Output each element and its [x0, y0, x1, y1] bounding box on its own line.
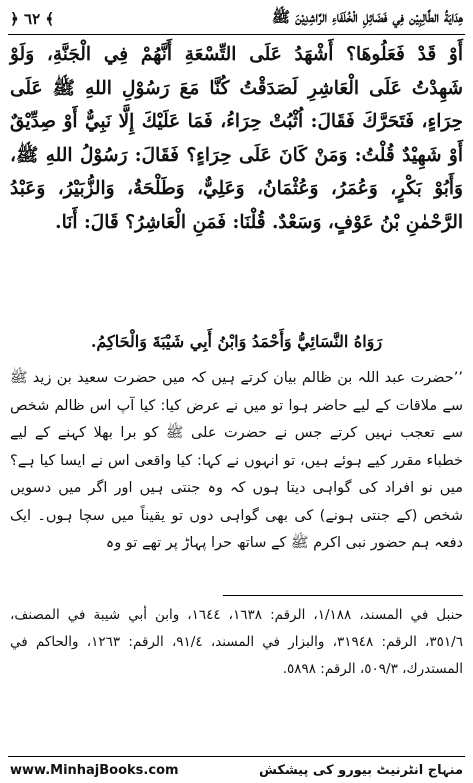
- arabic-hadith-text: [10, 38, 463, 239]
- publisher-credit: منہاج انٹرنیٹ بیورو کی پیشکش: [259, 762, 463, 778]
- footnote-text: حنبل في المسند، ١/١٨٨، الرقم: ١٦٣٨، ١٦٤٤، وابن أبي شيبة في المصنف، ٣٥١/٦، الرقم: ٣١٩٤٨، والبزار في المسند، ٩١/٤، الرقم: ١٢٦٣، والحاكم في المستدرك، ٥٠٩/٣، الرقم: ٥٨٩٨.: [10, 607, 463, 677]
- narration-source: رَوَاهُ النَّسَائِيُّ وَأَحْمَدُ وَابْنُ أَبِي شَيْبَةَ وَالْحَاكِمُ.: [90, 332, 383, 351]
- running-title: هِدَايَةُ الطَّالِبِيْن فِي فَضَائِلِ الْخُلَفَاءِ الرَّاشِدِيْنَ ﷺ: [271, 8, 463, 26]
- footnote-rule: [223, 595, 463, 596]
- page-number: ﴿ ٦٢ ﴾: [10, 10, 55, 28]
- footer-rule: [8, 756, 465, 757]
- page-footer: [10, 760, 463, 780]
- footnotes: [10, 602, 463, 683]
- arabic-paragraph: أَوْ قَدْ فَعَلُوهَا؟ أَشْهَدُ عَلَى التِّسْعَةِ أَنَّهُمْ فِي الْجَنَّةِ، وَلَوْ شَهِدْتُ عَلَى الْعَاشِرِ لَصَدَقْتُ كُنَّا مَعَ رَسُوْلِ اللهِ ﷺ عَلَى حِرَاءٍ، فَتَحَرَّكَ فَقَالَ: اُثْبُتْ حِرَاءُ، فَمَا عَلَيْكَ إِلَّا نَبِيٌّ أَوْ صِدِّيْقٌ أَوْ شَهِيْدٌ قُلْتُ: وَمَنْ كَانَ عَلَى حِرَاءٍ؟ فَقَالَ: رَسُوْلُ اللهِ ﷺ، وَأَبُوْ بَكْرٍ، وَعُمَرُ، وَعُثْمَانُ، وَعَلِيٌّ، وَطَلْحَةُ، وَالزُّبَيْرُ، وَعَبْدُ الرَّحْمٰنِ بْنُ عَوْفٍ، وَسَعْدٌ. قُلْنَا: فَمَنِ الْعَاشِرُ؟ قَالَ: أَنَا.: [10, 44, 463, 233]
- urdu-translation: [10, 365, 463, 558]
- urdu-paragraph: ’’حضرت عبد اللہ بن ظالم بیان کرتے ہیں کہ میں حضرت سعید بن زید ﷺ سے ملاقات کے لیے حاضر ہوا تو میں نے عرض کیا: کیا آپ اس ظالم شخص سے تعجب نہیں کرتے جس نے حضرت علی ﷺ کو برا بھلا کہنے کے لیے خطباء مقرر کیے ہوئے ہیں، تو انہوں نے کہا: کیا واقعی اس نے ایسا کیا ہے؟ میں نو افراد کی گواہی دیتا ہوں کہ وہ جنتی ہیں اور اگر میں دسویں شخص (کے جنتی ہونے) کی بھی گواہی دوں تو یقیناً میں سچا ہوں۔ ایک دفعہ ہم حضور نبی اکرم ﷺ کے ساتھ حرا پہاڑ پر تھے تو وہ: [10, 370, 463, 551]
- website-url: www.MinhajBooks.com: [10, 762, 179, 778]
- header-rule: [8, 34, 465, 35]
- page-header: [10, 6, 463, 32]
